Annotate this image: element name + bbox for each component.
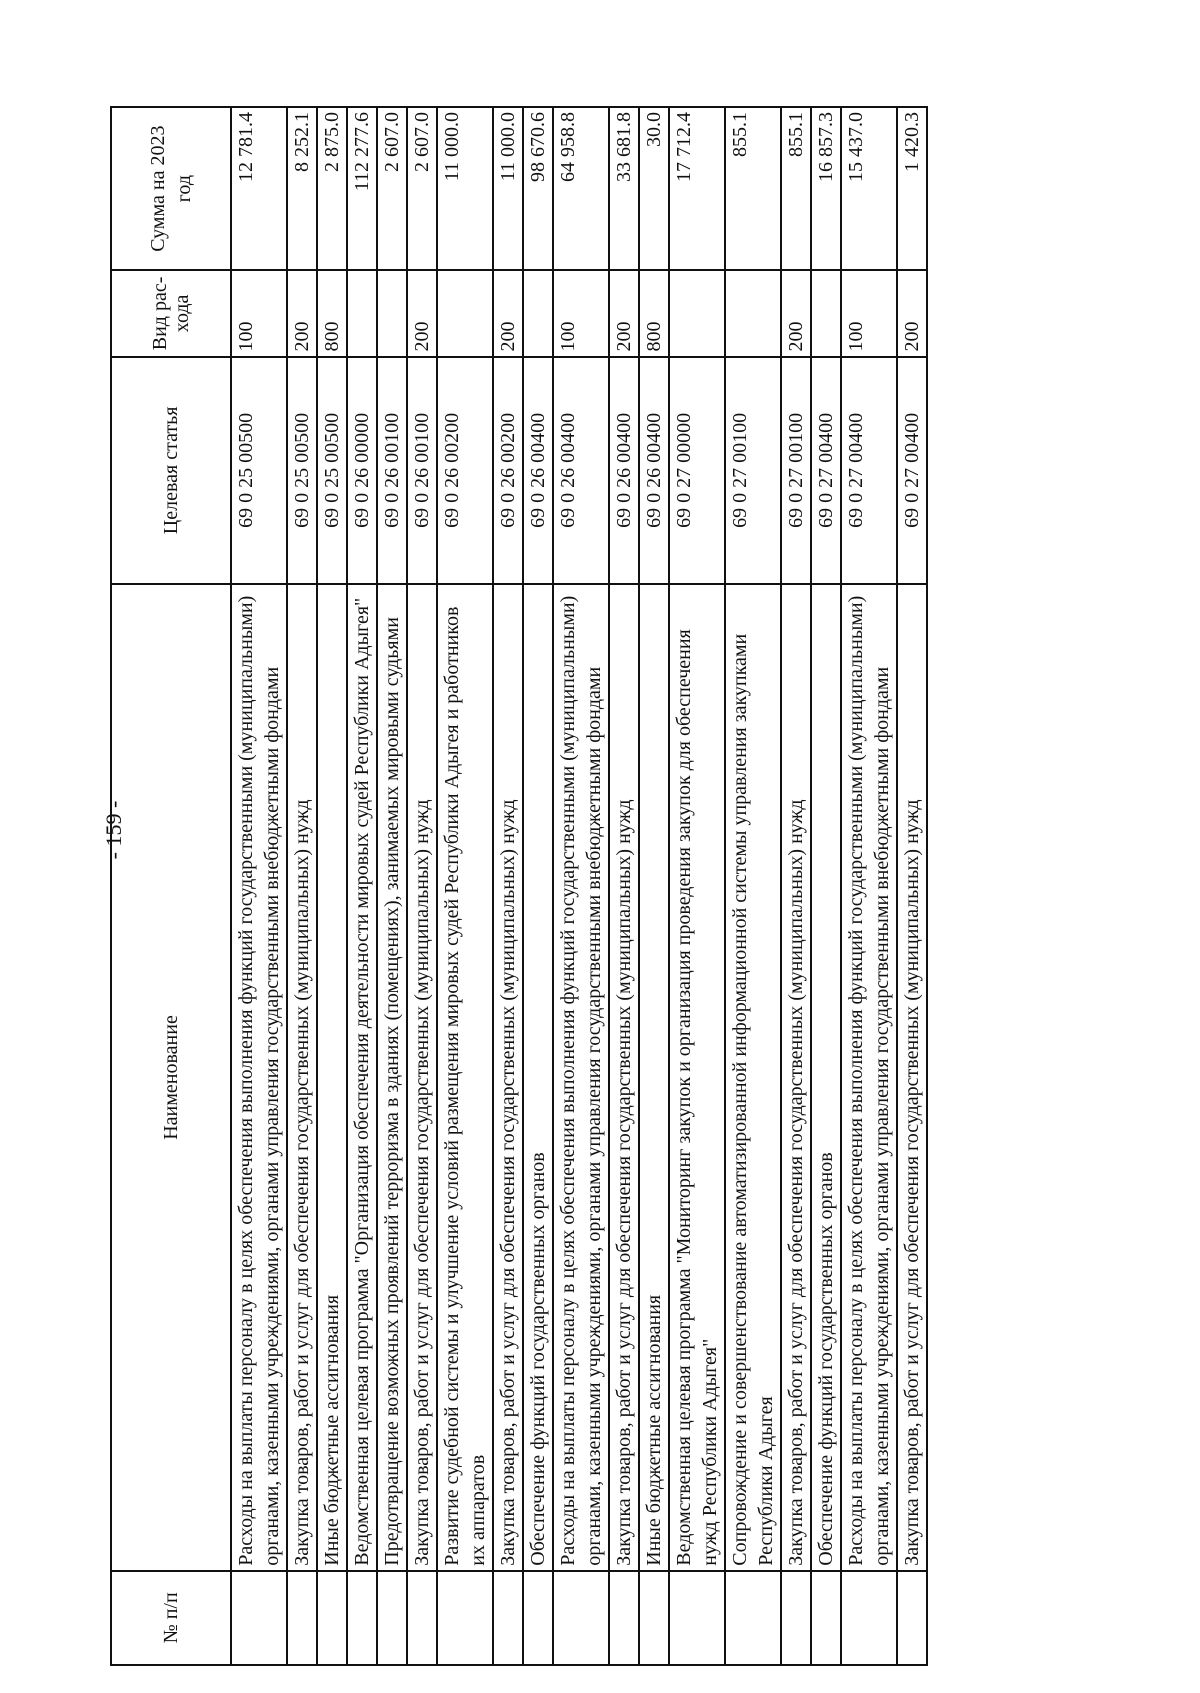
row-kind-cell <box>811 270 841 356</box>
table-row <box>669 107 725 1665</box>
table-row <box>781 107 811 1665</box>
row-code-cell: 69 0 26 00100 <box>407 357 437 585</box>
table-row <box>493 107 523 1665</box>
row-number-cell <box>523 1571 553 1665</box>
row-sum-cell: 17 712.4 <box>669 107 725 270</box>
row-name-cell: Закупка товаров, работ и услуг для обеспечения государственных (муниципальных) нужд <box>493 584 523 1571</box>
row-code-cell: 69 0 26 00200 <box>493 357 523 585</box>
row-sum-cell: 1 420.3 <box>897 107 927 270</box>
row-code-cell: 69 0 26 00100 <box>377 357 407 585</box>
budget-table <box>110 106 928 1666</box>
table-header-row <box>111 107 231 1665</box>
row-code-cell: 69 0 25 00500 <box>317 357 347 585</box>
row-name-cell: Иные бюджетные ассигнования <box>317 584 347 1571</box>
row-code-cell: 69 0 26 00200 <box>437 357 493 585</box>
row-sum-cell: 30.0 <box>639 107 669 270</box>
row-kind-cell: 200 <box>407 270 437 356</box>
row-number-cell <box>377 1571 407 1665</box>
row-code-cell: 69 0 27 00400 <box>811 357 841 585</box>
row-kind-cell <box>523 270 553 356</box>
row-number-cell <box>781 1571 811 1665</box>
row-sum-cell: 12 781.4 <box>231 107 287 270</box>
header-name: Наименование <box>111 584 231 1571</box>
row-kind-cell: 800 <box>317 270 347 356</box>
row-code-cell: 69 0 26 00000 <box>347 357 377 585</box>
table-row <box>317 107 347 1665</box>
row-sum-cell: 2 607.0 <box>377 107 407 270</box>
row-sum-cell: 64 958.8 <box>553 107 609 270</box>
table-row <box>231 107 287 1665</box>
row-name-cell: Закупка товаров, работ и услуг для обеспечения государственных (муниципальных) нужд <box>897 584 927 1571</box>
row-number-cell <box>231 1571 287 1665</box>
row-code-cell: 69 0 27 00100 <box>725 357 781 585</box>
row-name-cell: Закупка товаров, работ и услуг для обеспечения государственных (муниципальных) нужд <box>407 584 437 1571</box>
header-code: Целевая статья <box>111 357 231 585</box>
row-sum-cell: 112 277.6 <box>347 107 377 270</box>
row-sum-cell: 98 670.6 <box>523 107 553 270</box>
page-number: - 159 - <box>101 800 126 860</box>
header-no: № п/п <box>111 1571 231 1665</box>
row-number-cell <box>347 1571 377 1665</box>
row-kind-cell <box>669 270 725 356</box>
table-row <box>377 107 407 1665</box>
row-number-cell <box>897 1571 927 1665</box>
row-number-cell <box>669 1571 725 1665</box>
header-kind: Вид рас-хода <box>111 270 231 356</box>
table-row <box>897 107 927 1665</box>
row-code-cell: 69 0 27 00000 <box>669 357 725 585</box>
row-name-cell: Иные бюджетные ассигнования <box>639 584 669 1571</box>
row-code-cell: 69 0 27 00100 <box>781 357 811 585</box>
row-name-cell: Закупка товаров, работ и услуг для обеспечения государственных (муниципальных) нужд <box>609 584 639 1571</box>
row-sum-cell: 8 252.1 <box>287 107 317 270</box>
row-code-cell: 69 0 25 00500 <box>287 357 317 585</box>
row-sum-cell: 2 607.0 <box>407 107 437 270</box>
row-name-cell: Закупка товаров, работ и услуг для обеспечения государственных (муниципальных) нужд <box>781 584 811 1571</box>
row-code-cell: 69 0 27 00400 <box>841 357 897 585</box>
row-sum-cell: 855.1 <box>725 107 781 270</box>
row-name-cell: Ведомственная целевая программа "Мониторинг закупок и организация проведения закупок для обеспечения нужд Республики Адыгея" <box>669 584 725 1571</box>
row-name-cell: Обеспечение функций государственных органов <box>811 584 841 1571</box>
row-number-cell <box>493 1571 523 1665</box>
row-kind-cell <box>437 270 493 356</box>
row-sum-cell: 15 437.0 <box>841 107 897 270</box>
row-sum-cell: 16 857.3 <box>811 107 841 270</box>
row-name-cell: Обеспечение функций государственных органов <box>523 584 553 1571</box>
row-sum-cell: 2 875.0 <box>317 107 347 270</box>
row-number-cell <box>437 1571 493 1665</box>
row-number-cell <box>811 1571 841 1665</box>
row-code-cell: 69 0 26 00400 <box>523 357 553 585</box>
row-number-cell <box>553 1571 609 1665</box>
row-kind-cell: 100 <box>841 270 897 356</box>
row-name-cell: Ведомственная целевая программа "Организация обеспечения деятельности мировых судей Республики Адыгея" <box>347 584 377 1571</box>
table-row <box>811 107 841 1665</box>
row-name-cell: Предотвращение возможных проявлений терроризма в зданиях (помещениях), занимаемых мировыми судьями <box>377 584 407 1571</box>
row-kind-cell: 800 <box>639 270 669 356</box>
table-row <box>523 107 553 1665</box>
row-number-cell <box>841 1571 897 1665</box>
row-number-cell <box>609 1571 639 1665</box>
row-number-cell <box>639 1571 669 1665</box>
table-row <box>407 107 437 1665</box>
row-sum-cell: 11 000.0 <box>493 107 523 270</box>
header-sum: Сумма на 2023 год <box>111 107 231 270</box>
row-code-cell: 69 0 27 00400 <box>897 357 927 585</box>
row-code-cell: 69 0 26 00400 <box>609 357 639 585</box>
budget-table-sheet <box>110 106 1090 1666</box>
row-sum-cell: 11 000.0 <box>437 107 493 270</box>
row-kind-cell <box>347 270 377 356</box>
row-number-cell <box>317 1571 347 1665</box>
row-name-cell: Расходы на выплаты персоналу в целях обеспечения выполнения функций государственными (муниципальными) органами, казенными учреждениями, органами управления государственными внебюджетными фондами <box>553 584 609 1571</box>
row-kind-cell: 200 <box>781 270 811 356</box>
row-kind-cell: 200 <box>287 270 317 356</box>
row-name-cell: Сопровождение и совершенствование автоматизированной информационной системы управления закупками Республики Адыгея <box>725 584 781 1571</box>
row-number-cell <box>407 1571 437 1665</box>
row-code-cell: 69 0 25 00500 <box>231 357 287 585</box>
row-kind-cell: 200 <box>493 270 523 356</box>
row-number-cell <box>287 1571 317 1665</box>
row-kind-cell: 200 <box>897 270 927 356</box>
row-sum-cell: 855.1 <box>781 107 811 270</box>
row-kind-cell: 200 <box>609 270 639 356</box>
table-row <box>287 107 317 1665</box>
table-row <box>725 107 781 1665</box>
row-name-cell: Расходы на выплаты персоналу в целях обеспечения выполнения функций государственными (муниципальными) органами, казенными учреждениями, органами управления государственными внебюджетными фондами <box>231 584 287 1571</box>
row-kind-cell <box>725 270 781 356</box>
table-row <box>347 107 377 1665</box>
row-name-cell: Закупка товаров, работ и услуг для обеспечения государственных (муниципальных) нужд <box>287 584 317 1571</box>
row-name-cell: Развитие судебной системы и улучшение условий размещения мировых судей Республики Адыгея и работников их аппаратов <box>437 584 493 1571</box>
row-number-cell <box>725 1571 781 1665</box>
table-row <box>639 107 669 1665</box>
row-kind-cell: 100 <box>231 270 287 356</box>
row-kind-cell: 100 <box>553 270 609 356</box>
table-row <box>553 107 609 1665</box>
table-row <box>841 107 897 1665</box>
table-body <box>231 107 927 1665</box>
row-kind-cell <box>377 270 407 356</box>
table-row <box>609 107 639 1665</box>
row-name-cell: Расходы на выплаты персоналу в целях обеспечения выполнения функций государственными (муниципальными) органами, казенными учреждениями, органами управления государственными внебюджетными фондами <box>841 584 897 1571</box>
row-sum-cell: 33 681.8 <box>609 107 639 270</box>
row-code-cell: 69 0 26 00400 <box>639 357 669 585</box>
table-row <box>437 107 493 1665</box>
row-code-cell: 69 0 26 00400 <box>553 357 609 585</box>
